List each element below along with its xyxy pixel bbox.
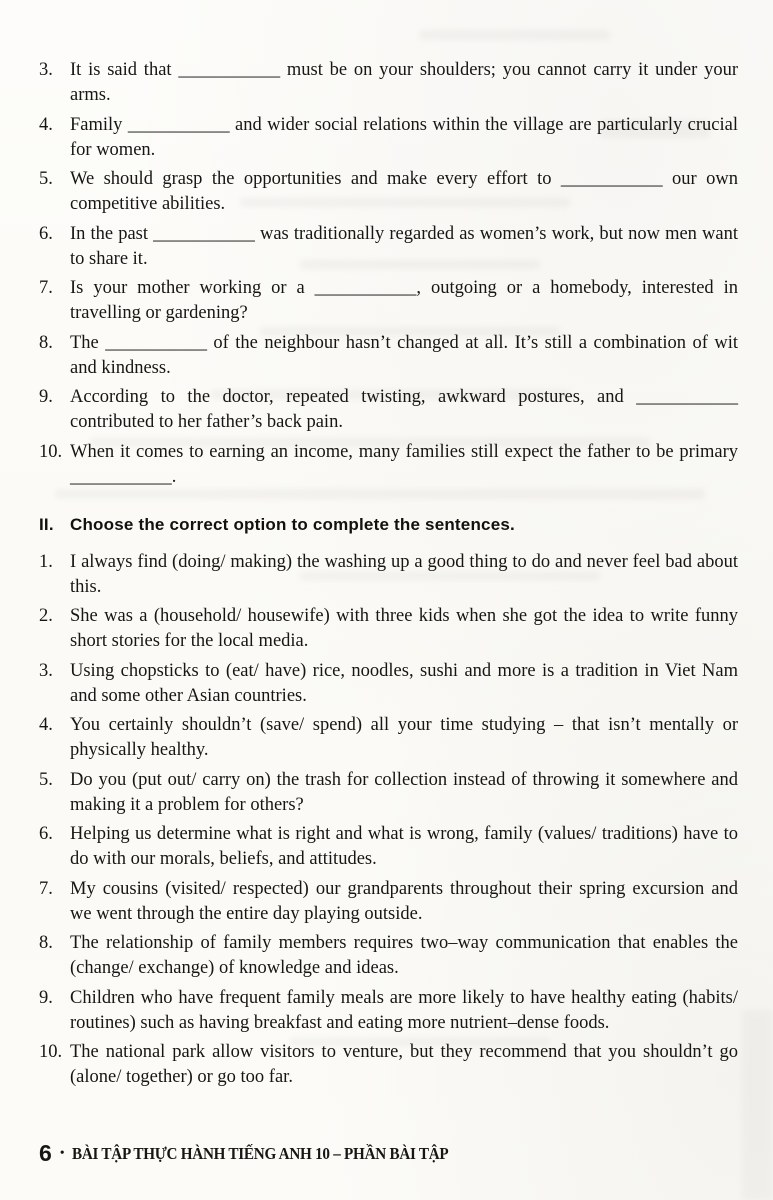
ex1-item-6 <box>39 222 738 272</box>
item-number: 9. <box>39 987 53 1008</box>
scan-artifact <box>742 1010 773 1200</box>
item-number: 10. <box>39 441 63 462</box>
item-number: 5. <box>39 169 53 189</box>
ex1-item-4 <box>39 113 738 163</box>
item-text: Using chopsticks to (eat/ have) rice, noodles, sushi and more is a tradition in Viet Nam and some other Asian countries. <box>70 660 738 706</box>
item-number: 4. <box>39 114 53 135</box>
item-text: When it comes to earning an income, many families still expect the father to be primary ___________. <box>70 441 738 487</box>
item-number: 6. <box>39 223 53 244</box>
ex2-item-8 <box>39 931 738 981</box>
item-number: 2. <box>39 606 53 626</box>
page-number: 6 <box>39 1140 52 1166</box>
scan-artifact <box>420 30 610 40</box>
item-text: Children who have frequent family meals are more likely to have healthy eating (habits/ routines) such as having breakfast and eating more nutrient–dense foods. <box>70 987 738 1033</box>
ex1-item-10 <box>39 440 738 490</box>
item-text: According to the doctor, repeated twisting, awkward postures, and ___________ contributed to her father’s back pain. <box>70 387 738 432</box>
item-number: 3. <box>39 660 53 681</box>
item-text: Family ___________ and wider social relations within the village are particularly crucial for women. <box>70 114 738 160</box>
book-title: BÀI TẬP THỰC HÀNH TIẾNG ANH 10 – PHẦN BÀI TẬP <box>71 1143 449 1163</box>
item-number: 10. <box>39 1042 63 1062</box>
item-text: I always find (doing/ making) the washing up a good thing to do and never feel bad about this. <box>70 551 738 597</box>
page-footer <box>39 1142 481 1165</box>
ex2-item-1 <box>39 550 738 600</box>
ex2-item-3 <box>39 659 738 709</box>
item-text: She was a (household/ housewife) with three kids when she got the idea to write funny short stories for the local media. <box>70 606 738 651</box>
item-number: 8. <box>39 332 53 353</box>
item-text: It is said that ___________ must be on your shoulders; you cannot carry it under your arms. <box>70 60 738 105</box>
item-text: Do you (put out/ carry on) the trash for collection instead of throwing it somewhere and making it a problem for others? <box>70 769 738 815</box>
item-number: 4. <box>39 715 53 735</box>
item-number: 3. <box>39 60 53 80</box>
ex2-item-6 <box>39 822 738 872</box>
item-number: 6. <box>39 824 53 844</box>
item-text: Helping us determine what is right and what is wrong, family (values/ traditions) have to do with our morals, beliefs, and attitudes. <box>70 824 738 869</box>
item-text: Is your mother working or a ___________, outgoing or a homebody, interested in travelling or gardening? <box>70 278 738 323</box>
ex1-item-7 <box>39 276 738 326</box>
item-text: We should grasp the opportunities and make every effort to ___________ our own competitive abilities. <box>70 169 738 214</box>
ex2-item-7 <box>39 877 738 927</box>
item-text: My cousins (visited/ respected) our grandparents throughout their spring excursion and we went through the entire day playing outside. <box>70 878 738 924</box>
ex1-item-8 <box>39 331 738 381</box>
ex1-item-3 <box>39 58 738 108</box>
section-number: II. <box>39 514 54 534</box>
item-number: 1. <box>39 551 53 572</box>
ex2-item-10 <box>39 1040 738 1090</box>
item-number: 8. <box>39 933 53 953</box>
item-text: The national park allow visitors to venture, but they recommend that you shouldn’t go (alone/ together) or go too far. <box>70 1042 738 1087</box>
item-text: The ___________ of the neighbour hasn’t changed at all. It’s still a combination of wit and kindness. <box>70 332 738 378</box>
item-text: The relationship of family members requires two–way communication that enables the (change/ exchange) of knowledge and ideas. <box>70 933 738 978</box>
ex2-item-2 <box>39 604 738 654</box>
section-title: Choose the correct option to complete the sentences. <box>70 514 515 534</box>
ex1-item-5 <box>39 167 738 217</box>
item-text: You certainly shouldn’t (save/ spend) all your time studying – that isn’t mentally or physically healthy. <box>70 715 738 760</box>
ex1-item-9 <box>39 385 738 435</box>
ex2-item-9 <box>39 986 738 1036</box>
ex2-item-5 <box>39 768 738 818</box>
item-number: 7. <box>39 878 53 899</box>
item-number: 9. <box>39 387 53 407</box>
ex2-item-4 <box>39 713 738 763</box>
page-content <box>39 58 738 1095</box>
item-text: In the past ___________ was traditionally regarded as women’s work, but now men want to share it. <box>70 223 738 269</box>
exercise2-heading <box>39 514 738 536</box>
bullet-separator: • <box>59 1145 65 1161</box>
item-number: 7. <box>39 278 53 298</box>
item-number: 5. <box>39 769 53 790</box>
